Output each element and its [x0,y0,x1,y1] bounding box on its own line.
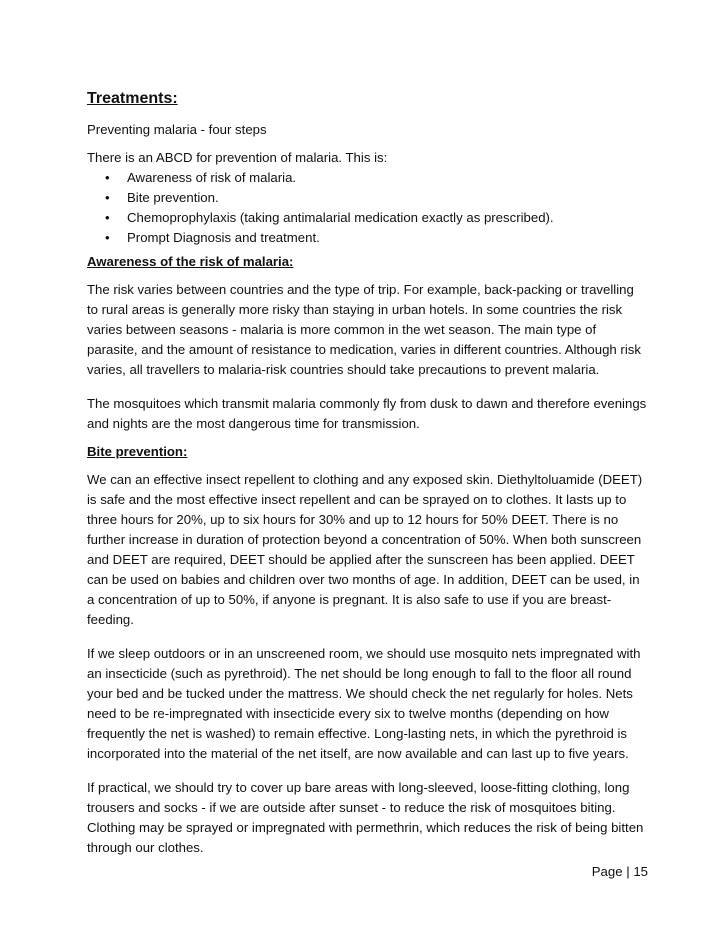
list-item-text: Chemoprophylaxis (taking antimalarial medication exactly as prescribed). [127,210,554,225]
section-heading-bite: Bite prevention: [87,444,188,459]
bite-paragraph: If we sleep outdoors or in an unscreened room, we should use mosquito nets impregnated with an insecticide (such as pyrethroid). The net should be long enough to fall to the floor all round your bed and be tucked under the mattress. We should check the net regularly for holes. Nets need to be re-impregnated with insecticide every six to twelve months (depending on how frequently the net is washed) to remain effective. Long-lasting nets, in which the pyrethroid is incorporated into the material of the net itself, are now available and can last up to five years. [87,646,641,761]
section-heading-awareness: Awareness of the risk of malaria: [87,254,294,269]
bullet-icon: • [105,230,110,245]
awareness-paragraph: The risk varies between countries and the type of trip. For example, back-packing or travelling to rural areas is generally more risky than staying in urban hotels. In some countries the risk varies between seasons - malaria is more common in the wet season. The main type of parasite, and the amount of resistance to medication, varies in different countries. Although risk varies, all travellers to malaria-risk countries should take precautions to prevent malaria. [87,282,641,377]
intro-line: Preventing malaria - four steps [87,122,267,137]
list-item [105,168,647,188]
bullet-icon: • [105,210,110,225]
list-item-text: Bite prevention. [127,190,219,205]
bite-paragraph: If practical, we should try to cover up bare areas with long-sleeved, loose-fitting clothing, long trousers and socks - if we are outside after sunset - to reduce the risk of mosquitoes biting. Clothing may be sprayed or impregnated with permethrin, which reduces the risk of being bitten through our clothes. [87,780,644,855]
page-heading: Treatments: [87,90,178,107]
bullet-icon: • [105,190,110,205]
list-item-text: Awareness of risk of malaria. [127,170,297,185]
page-number: Page | 15 [591,864,648,879]
bullet-icon: • [105,170,110,185]
list-item [105,208,647,228]
abcd-intro: There is an ABCD for prevention of malaria. This is: [87,150,388,165]
bite-paragraph: We can an effective insect repellent to clothing and any exposed skin. Diethyltoluamide (DEET) is safe and the most effective insect repellent and can be sprayed on to clothes. It lasts up to three hours for 20%, up to six hours for 30% and up to 12 hours for 50% DEET. There is no further increase in duration of protection beyond a concentration of 50%. When both sunscreen and DEET are required, DEET should be applied after the sunscreen has been applied. DEET can be used on babies and children over two months of age. In addition, DEET can be used, in a concentration of up to 50%, if anyone is pregnant. It is also safe to use if you are breast-feeding. [87,472,643,627]
list-item [105,188,647,208]
page-content [87,88,647,866]
list-item [105,228,647,248]
list-item-text: Prompt Diagnosis and treatment. [127,230,320,245]
abcd-list [87,168,647,248]
awareness-paragraph: The mosquitoes which transmit malaria commonly fly from dusk to dawn and therefore evenings and nights are the most dangerous time for transmission. [87,396,647,431]
